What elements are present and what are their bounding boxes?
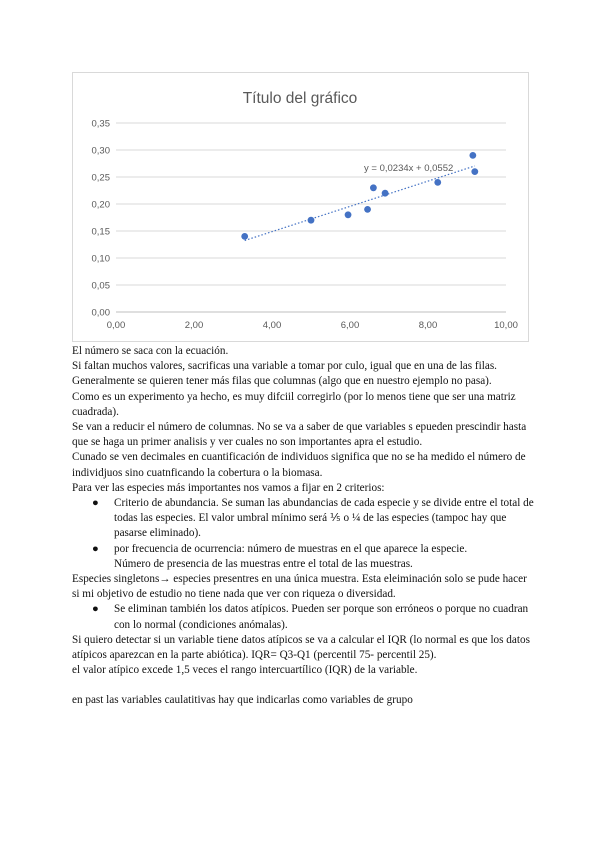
list-item xyxy=(92,602,534,632)
paragraph: El número se saca con la ecuación. xyxy=(72,345,229,357)
x-tick-label: 8,00 xyxy=(418,320,438,331)
trendline-equation: y = 0,0234x + 0,0552 xyxy=(364,163,454,174)
scatter-chart xyxy=(72,72,529,342)
data-point xyxy=(469,152,476,159)
data-point xyxy=(382,190,389,197)
x-tick-label: 6,00 xyxy=(340,320,360,331)
list-item xyxy=(92,496,534,542)
bullet-icon: ● xyxy=(92,497,99,510)
data-point xyxy=(308,217,315,224)
paragraph: Se van a reducir el número de columnas. No se va a saber de que variables s epueden prescindir hasta que se haga un primer analisis y ver cuales no son importantes apra el estudio. xyxy=(72,421,527,449)
y-tick-label: 0,00 xyxy=(91,307,110,319)
paragraph: Si quiero detectar si un variable tiene datos atípicos se va a calcular el IQR (lo normal es que los datos atípicos aparezcan en la parte abiótica). IQR= Q3-Q1 (percentil 75- percentil 25). xyxy=(72,633,530,662)
y-tick-label: 0,20 xyxy=(91,199,110,211)
data-point xyxy=(241,233,248,240)
list-item-text: Se eliminan también los datos atípicos. Pueden ser porque son erróneos o porque no cuadran con lo normal (condiciones anómalas). xyxy=(114,603,529,631)
paragraph: Cunado se ven decimales en cuantificación de individuos significa que no se ha medido el número de individjuos sino cuatnficando la cobertura o la biomasa. xyxy=(72,451,526,479)
paragraph: el valor atípico excede 1,5 veces el rango intercuartílico (IQR) de la variable. xyxy=(72,664,418,677)
paragraph: Especies singletons→ especies presentres en una única muestra. Esta eleiminación solo se pude hacer si mi objetivo de estudio no tiene nada que ver con riqueza o diversidad. xyxy=(72,573,527,601)
list-item xyxy=(92,542,534,572)
y-tick-label: 0,30 xyxy=(91,145,110,157)
document-body xyxy=(72,344,534,709)
x-tick-label: 0,00 xyxy=(106,320,126,331)
criteria-list xyxy=(72,496,534,572)
x-tick-label: 2,00 xyxy=(184,320,204,331)
bullet-icon: ● xyxy=(92,603,99,616)
data-point xyxy=(370,184,377,191)
paragraph: Para ver las especies más importantes nos vamos a fijar en 2 criterios: xyxy=(72,481,385,494)
chart-svg xyxy=(73,73,528,341)
list-item-text: Número de presencia de las muestras entre el total de las muestras. xyxy=(114,557,413,570)
list-item-text: Criterio de abundancia. Se suman las abundancias de cada especie y se divide entre el total de todas las especies. El valor umbral mínimo será ⅕ o ¼ de las especies (tampoc hay que pasarse eliminado). xyxy=(114,497,534,540)
paragraph: Generalmente se quieren tener más filas que columnas (algo que en nuestro ejemplo no pasa). xyxy=(72,375,492,388)
bullet-icon: ● xyxy=(92,542,99,555)
data-point xyxy=(471,168,478,175)
y-tick-label: 0,25 xyxy=(91,172,110,184)
data-point xyxy=(364,206,371,213)
data-point xyxy=(345,211,352,218)
chart-title: Título del gráfico xyxy=(242,90,358,107)
y-tick-label: 0,05 xyxy=(91,280,110,292)
y-tick-label: 0,10 xyxy=(91,253,110,265)
y-tick-label: 0,15 xyxy=(91,226,110,238)
x-tick-label: 4,00 xyxy=(262,320,282,331)
paragraph: Si faltan muchos valores, sacrificas una variable a tomar por culo, igual que en una de las filas. xyxy=(72,360,497,373)
outlier-list xyxy=(72,602,534,632)
paragraph: en past las variables caulatitivas hay que indicarlas como variables de grupo xyxy=(72,694,413,707)
data-point xyxy=(434,179,441,186)
blank-line xyxy=(72,678,534,693)
paragraph: Como es un experimento ya hecho, es muy difciil corregirlo (por lo menos tiene que ser una matriz cuadrada). xyxy=(72,390,516,418)
y-tick-label: 0,35 xyxy=(91,118,110,130)
x-tick-label: 10,00 xyxy=(494,320,518,331)
list-item-text: por frecuencia de ocurrencia: número de muestras en el que aparece la especie. xyxy=(114,542,468,555)
